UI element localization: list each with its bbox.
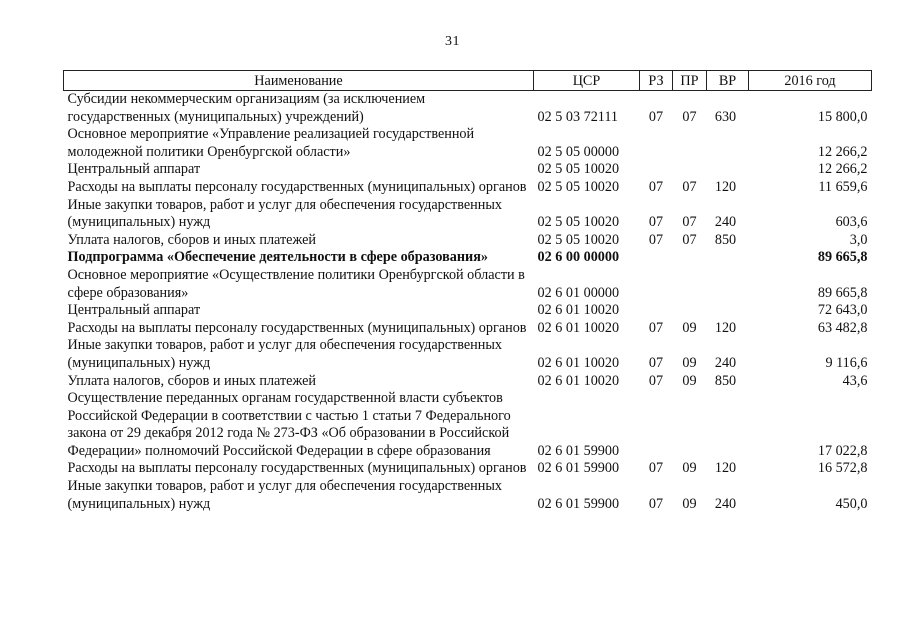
row-rz: 07: [648, 319, 664, 336]
table-header: [64, 71, 872, 91]
row-csr: 02 6 01 10020: [537, 354, 620, 371]
table-row: [64, 302, 872, 320]
budget-table: [63, 70, 872, 513]
table-row: [64, 161, 872, 179]
table-row: [64, 197, 872, 232]
row-vr: [707, 267, 749, 302]
row-amount: 9 116,6: [825, 354, 868, 371]
table-row: [64, 249, 872, 267]
row-pr: 09: [682, 354, 697, 371]
row-csr: 02 5 05 00000: [537, 143, 620, 160]
row-csr: 02 6 01 10020: [537, 319, 620, 336]
row-pr: 09: [682, 495, 697, 512]
row-rz: [640, 302, 673, 320]
row-pr: [673, 126, 707, 161]
row-name: Центральный аппарат: [67, 302, 201, 319]
row-csr: 02 6 01 59900: [537, 442, 620, 459]
table-row: [64, 91, 872, 127]
row-amount: 12 266,2: [817, 161, 868, 178]
table-row: [64, 267, 872, 302]
row-csr: 02 6 01 10020: [537, 372, 620, 389]
row-name: Основное мероприятие «Осуществление политики Оренбургской области в сфере образования»: [67, 266, 525, 301]
row-csr: 02 5 05 10020: [537, 178, 620, 195]
row-vr: 120: [714, 319, 737, 336]
row-name: Иные закупки товаров, работ и услуг для обеспечения государственных (муниципальных) нужд: [67, 337, 502, 371]
row-rz: [640, 161, 673, 179]
row-rz: 07: [648, 495, 664, 512]
table-row: [64, 126, 872, 161]
row-rz: 07: [648, 178, 664, 195]
row-name: Уплата налогов, сборов и иных платежей: [67, 372, 316, 389]
row-name: Центральный аппарат: [67, 161, 201, 178]
table-row: [64, 460, 872, 478]
header-vr: ВР: [707, 71, 749, 91]
row-vr: 850: [714, 372, 737, 389]
row-rz: 07: [648, 231, 664, 248]
row-vr: [707, 302, 749, 320]
header-pr: ПР: [673, 71, 707, 91]
row-csr: 02 6 01 59900: [537, 460, 620, 477]
row-csr: 02 5 05 10020: [537, 214, 620, 231]
row-vr: 630: [714, 108, 737, 125]
header-year: 2016 год: [749, 71, 872, 91]
row-rz: 07: [648, 108, 664, 125]
row-name: Расходы на выплаты персоналу государственных (муниципальных) органов: [67, 178, 527, 195]
row-vr: 240: [714, 495, 737, 512]
row-csr: 02 5 05 10020: [537, 161, 620, 178]
row-amount: 63 482,8: [817, 319, 868, 336]
row-pr: 07: [682, 214, 697, 231]
table-row: [64, 320, 872, 338]
row-amount: 15 800,0: [817, 108, 868, 125]
row-rz: [640, 249, 673, 267]
row-rz: 07: [648, 372, 664, 389]
page-number: 31: [445, 34, 460, 49]
row-name: Подпрограмма «Обеспечение деятельности в сфере образования»: [67, 249, 488, 266]
table-row: [64, 373, 872, 391]
row-pr: 07: [682, 108, 697, 125]
row-pr: [673, 302, 707, 320]
row-name: Расходы на выплаты персоналу государственных (муниципальных) органов: [67, 460, 527, 477]
row-amount: 12 266,2: [817, 143, 868, 160]
row-pr: [673, 267, 707, 302]
table-row: [64, 179, 872, 197]
row-csr: 02 6 01 10020: [537, 302, 620, 319]
row-name: Осуществление переданных органам государственной власти субъектов Российской Федерации в соответствии с частью 1 статьи 7 Федерального закона от 29 декабря 2012 года № 273-ФЗ «Об образовании в Российской Федерации» полномочий Российской Федерации в сфере образования: [67, 390, 511, 459]
row-name: Иные закупки товаров, работ и услуг для обеспечения государственных (муниципальных) нужд: [67, 478, 502, 512]
row-vr: [707, 161, 749, 179]
header-rz: РЗ: [640, 71, 673, 91]
row-vr: [707, 390, 749, 460]
row-pr: [673, 249, 707, 267]
row-csr: 02 6 01 59900: [537, 495, 620, 512]
row-amount: 89 665,8: [817, 284, 868, 301]
row-name: Уплата налогов, сборов и иных платежей: [67, 231, 316, 248]
row-pr: [673, 161, 707, 179]
row-pr: 07: [682, 231, 697, 248]
row-vr: 240: [714, 354, 737, 371]
table-row: [64, 232, 872, 250]
row-rz: 07: [648, 460, 664, 477]
row-name: Основное мероприятие «Управление реализацией государственной молодежной политики Оренбургской области»: [67, 126, 475, 160]
row-amount: 603,6: [835, 214, 868, 231]
row-vr: 120: [714, 460, 737, 477]
row-name: Расходы на выплаты персоналу государственных (муниципальных) органов: [67, 319, 527, 336]
row-csr: 02 6 00 00000: [537, 249, 620, 266]
row-name: Субсидии некоммерческим организациям (за исключением государственных (муниципальных) учреждений): [67, 91, 426, 125]
row-pr: 07: [682, 178, 697, 195]
table-row: [64, 337, 872, 372]
row-rz: [640, 390, 673, 460]
row-vr: 240: [714, 214, 737, 231]
header-csr: ЦСР: [534, 71, 640, 91]
row-rz: 07: [648, 354, 664, 371]
row-vr: 120: [714, 178, 737, 195]
row-pr: [673, 390, 707, 460]
row-vr: [707, 249, 749, 267]
row-pr: 09: [682, 460, 697, 477]
row-amount: 17 022,8: [817, 442, 868, 459]
row-amount: 89 665,8: [817, 249, 868, 266]
row-name: Иные закупки товаров, работ и услуг для обеспечения государственных (муниципальных) нужд: [67, 196, 502, 231]
table-row: [64, 390, 872, 460]
table-body: [64, 91, 872, 514]
row-amount: 11 659,6: [818, 178, 868, 195]
row-rz: [640, 267, 673, 302]
row-pr: 09: [682, 319, 697, 336]
row-amount: 16 572,8: [817, 460, 868, 477]
row-rz: 07: [648, 214, 664, 231]
row-csr: 02 5 03 72111: [537, 108, 619, 125]
row-amount: 72 643,0: [817, 302, 868, 319]
row-amount: 450,0: [835, 495, 868, 512]
table-row: [64, 478, 872, 513]
row-csr: 02 6 01 00000: [537, 284, 620, 301]
row-amount: 43,6: [842, 372, 868, 389]
header-name: Наименование: [64, 71, 534, 91]
row-rz: [640, 126, 673, 161]
row-pr: 09: [682, 372, 697, 389]
row-vr: [707, 126, 749, 161]
row-vr: 850: [714, 231, 737, 248]
row-amount: 3,0: [849, 231, 868, 248]
row-csr: 02 5 05 10020: [537, 231, 620, 248]
